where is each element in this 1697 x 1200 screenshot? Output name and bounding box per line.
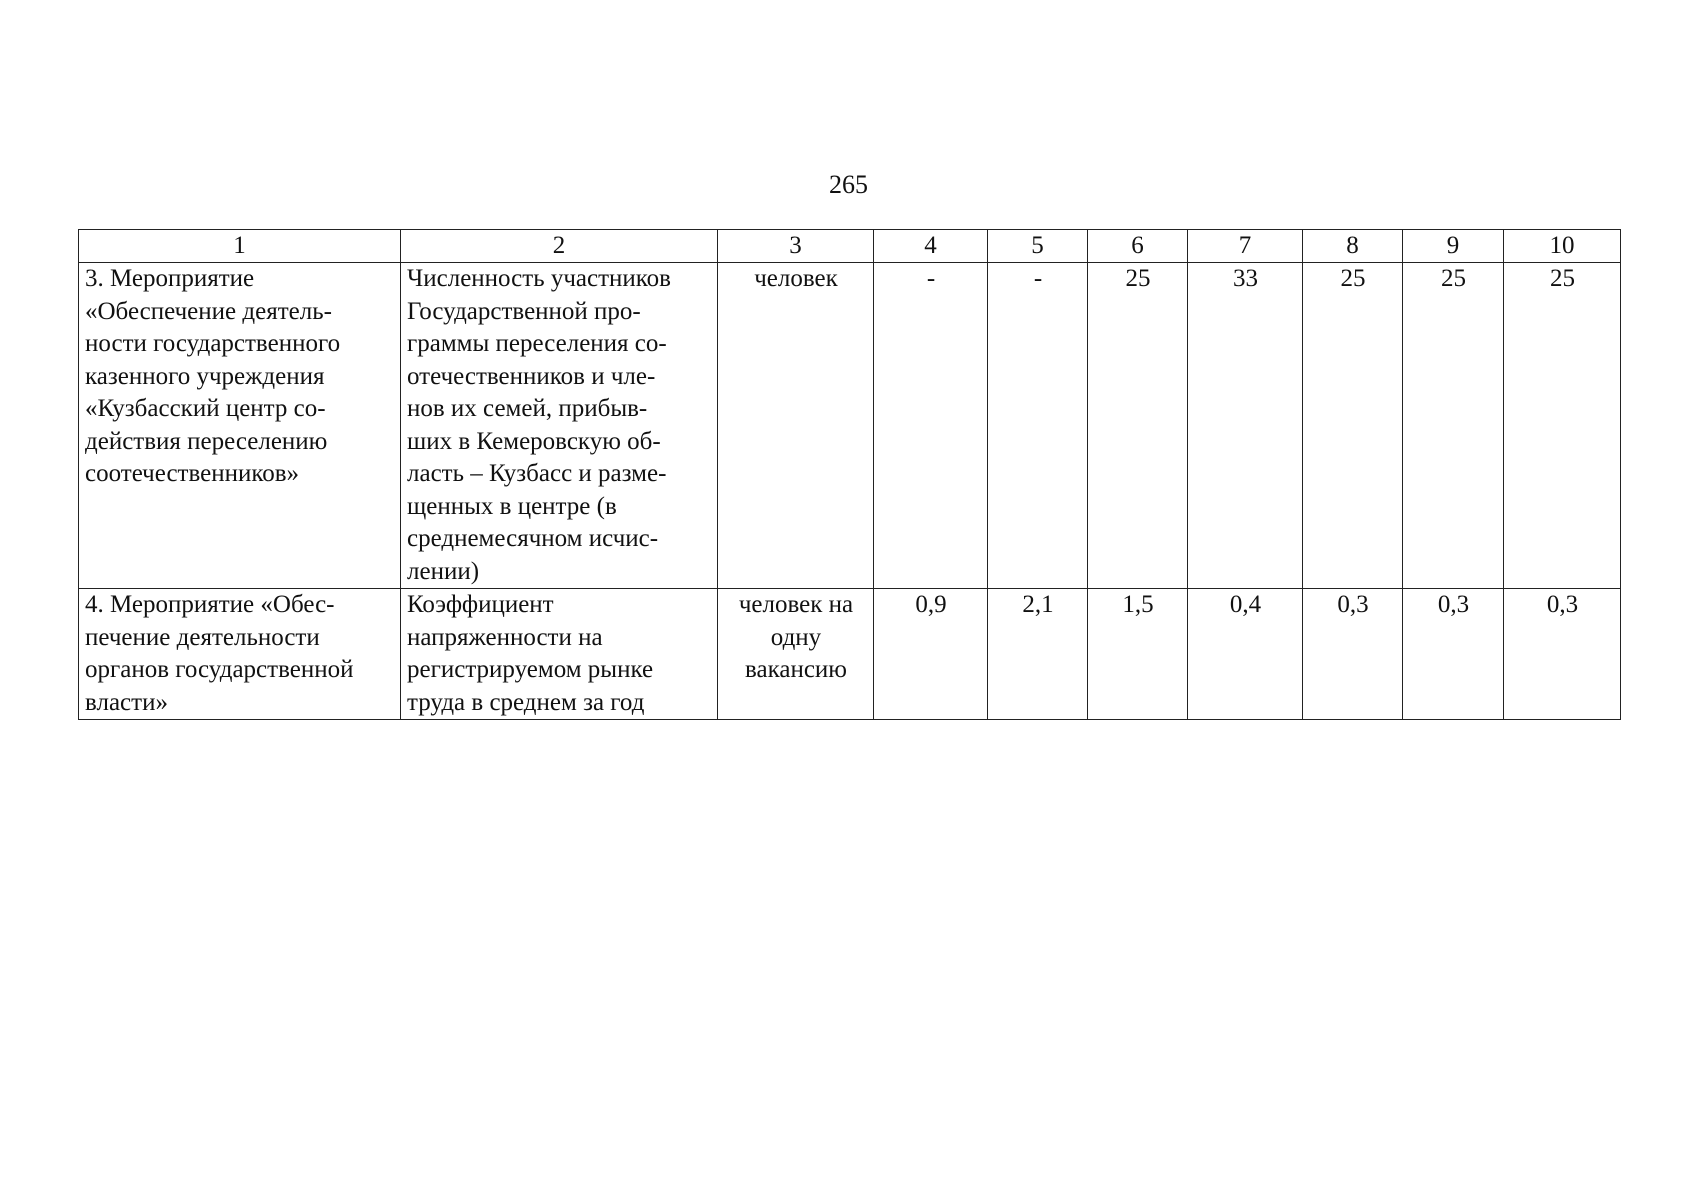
value-cell: - [874,263,988,589]
value-cell: 0,3 [1303,589,1403,720]
event-cell: 3. Мероприятие «Обеспечение деятель- ности государственного казенного учреждения «Кузбасский центр со- действия переселению соотечественников» [79,263,401,589]
table-row [79,589,1621,720]
value-cell: 2,1 [988,589,1088,720]
column-number: 9 [1403,230,1504,263]
indicator-cell: Численность участников Государственной про- граммы переселения со- отечественников и чле- нов их семей, прибыв- ших в Кемеровскую об- ласть – Кузбасс и разме- щенных в центре (в среднемесячном исчис- лении) [401,263,718,589]
table-row [79,263,1621,589]
column-number: 3 [718,230,874,263]
value-cell: 33 [1188,263,1303,589]
value-cell: 25 [1403,263,1504,589]
column-number: 2 [401,230,718,263]
unit-cell: человек [718,263,874,589]
column-number: 1 [79,230,401,263]
unit-cell: человек на одну вакансию [718,589,874,720]
column-number-row [79,230,1621,263]
value-cell: 0,9 [874,589,988,720]
column-number: 8 [1303,230,1403,263]
value-cell: 1,5 [1088,589,1188,720]
value-cell: 25 [1088,263,1188,589]
value-cell: 25 [1303,263,1403,589]
event-cell: 4. Мероприятие «Обес- печение деятельности органов государственной власти» [79,589,401,720]
value-cell: 25 [1504,263,1621,589]
indicators-table [78,229,1621,720]
indicator-cell: Коэффициент напряженности на регистрируемом рынке труда в среднем за год [401,589,718,720]
page-number: 265 [829,170,868,199]
value-cell: 0,4 [1188,589,1303,720]
value-cell: - [988,263,1088,589]
column-number: 4 [874,230,988,263]
column-number: 10 [1504,230,1621,263]
column-number: 7 [1188,230,1303,263]
value-cell: 0,3 [1504,589,1621,720]
value-cell: 0,3 [1403,589,1504,720]
column-number: 6 [1088,230,1188,263]
column-number: 5 [988,230,1088,263]
